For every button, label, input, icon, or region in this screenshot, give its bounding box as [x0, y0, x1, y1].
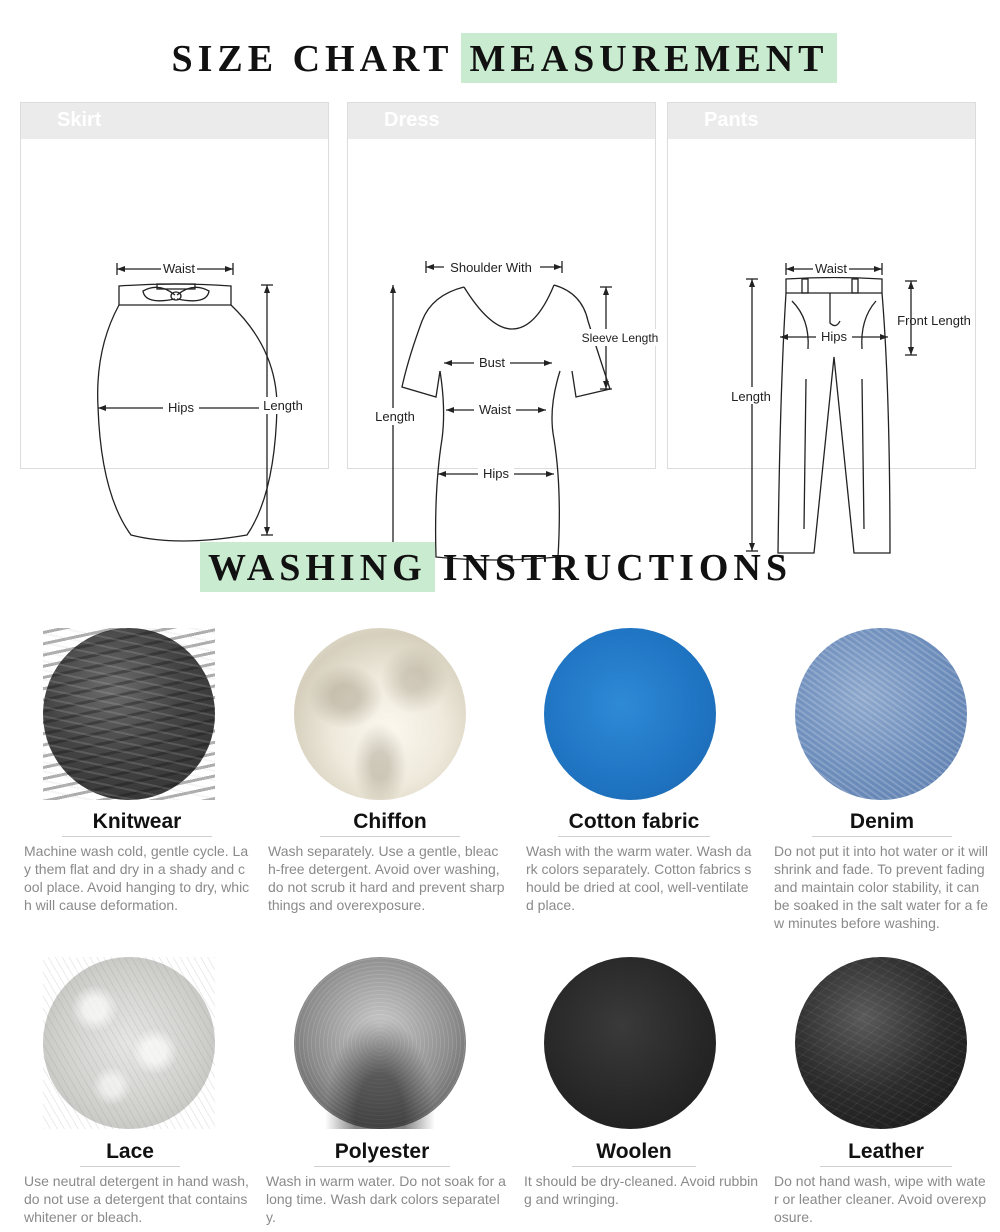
- fabric-desc-cotton: Wash with the warm water. Wash dark colors separately. Cotton fabrics should be dried at cool, well-ventilated place.: [526, 843, 752, 913]
- washing-title: [0, 542, 1000, 592]
- panel-header-pants: Pants: [668, 103, 975, 139]
- fabric-desc-lace: Use neutral detergent in hand wash, do not use a detergent that contains whitener or bleach.: [24, 1173, 249, 1225]
- fabric-desc-knitwear: Machine wash cold, gentle cycle. Lay them flat and dry in a shady and cool place. Avoid hanging to dry, which will cause deformation.: [24, 843, 250, 913]
- knitwear-swatch-icon: [43, 628, 215, 800]
- dress-length-label: Length: [375, 409, 415, 424]
- lace-swatch-icon: [43, 957, 215, 1129]
- dress-panel: [347, 102, 659, 481]
- dress-waist-label: Waist: [478, 402, 512, 417]
- title-plain: SIZE CHART: [171, 38, 454, 80]
- dress-diagram: [348, 139, 659, 481]
- size-chart-title: [0, 33, 1000, 83]
- pants-diagram: [668, 139, 977, 469]
- leather-swatch-icon: [795, 957, 967, 1129]
- dress-sleeve-label: Sleeve Length: [581, 331, 659, 345]
- dress-hips-label: Hips: [482, 466, 510, 481]
- skirt-panel: [20, 102, 329, 469]
- fabric-name-knitwear: Knitwear: [62, 810, 212, 837]
- title-plain: INSTRUCTIONS: [442, 547, 793, 589]
- fabric-name-polyester: Polyester: [314, 1140, 450, 1167]
- fabric-name-woolen: Woolen: [572, 1140, 696, 1167]
- fabric-desc-leather: Do not hand wash, wipe with water or leather cleaner. Avoid overexposure.: [774, 1173, 987, 1225]
- skirt-waist-label: Waist: [162, 261, 196, 276]
- chiffon-swatch-icon: [294, 628, 466, 800]
- pants-length-label: Length: [731, 389, 771, 404]
- panel-header-dress: Dress: [348, 103, 655, 139]
- skirt-diagram: [21, 139, 330, 469]
- dress-bust-label: Bust: [478, 355, 506, 370]
- fabric-desc-polyester: Wash in warm water. Do not soak for a long time. Wash dark colors separately.: [266, 1173, 506, 1225]
- title-highlight: WASHING: [200, 542, 435, 592]
- fabric-name-chiffon: Chiffon: [320, 810, 460, 837]
- pants-panel: [667, 102, 976, 469]
- fabric-desc-denim: Do not put it into hot water or it will shrink and fade. To prevent fading and maintain color stability, it can be soaked in the salt water for a few minutes before washing.: [774, 843, 989, 931]
- woolen-swatch-icon: [544, 957, 716, 1129]
- pants-front-length-label: Front Length: [897, 313, 971, 328]
- fabric-name-lace: Lace: [80, 1140, 180, 1167]
- fabric-desc-woolen: It should be dry-cleaned. Avoid rubbing and wringing.: [524, 1173, 759, 1207]
- fabric-name-cotton: Cotton fabric: [558, 810, 710, 837]
- fabric-name-denim: Denim: [812, 810, 952, 837]
- skirt-length-label: Length: [263, 398, 303, 413]
- fabric-desc-chiffon: Wash separately. Use a gentle, bleach-free detergent. Avoid over washing, do not scrub it hard and prevent sharp things and overexposure.: [268, 843, 505, 913]
- cotton-swatch-icon: [544, 628, 716, 800]
- polyester-swatch-icon: [294, 957, 466, 1129]
- pants-hips-label: Hips: [820, 329, 848, 344]
- dress-shoulder-label: Shoulder With: [450, 260, 532, 275]
- fabric-name-leather: Leather: [820, 1140, 952, 1167]
- denim-swatch-icon: [795, 628, 967, 800]
- title-highlight: MEASUREMENT: [461, 33, 836, 83]
- skirt-hips-label: Hips: [167, 400, 195, 415]
- pants-waist-label: Waist: [814, 261, 848, 276]
- panel-header-skirt: Skirt: [21, 103, 328, 139]
